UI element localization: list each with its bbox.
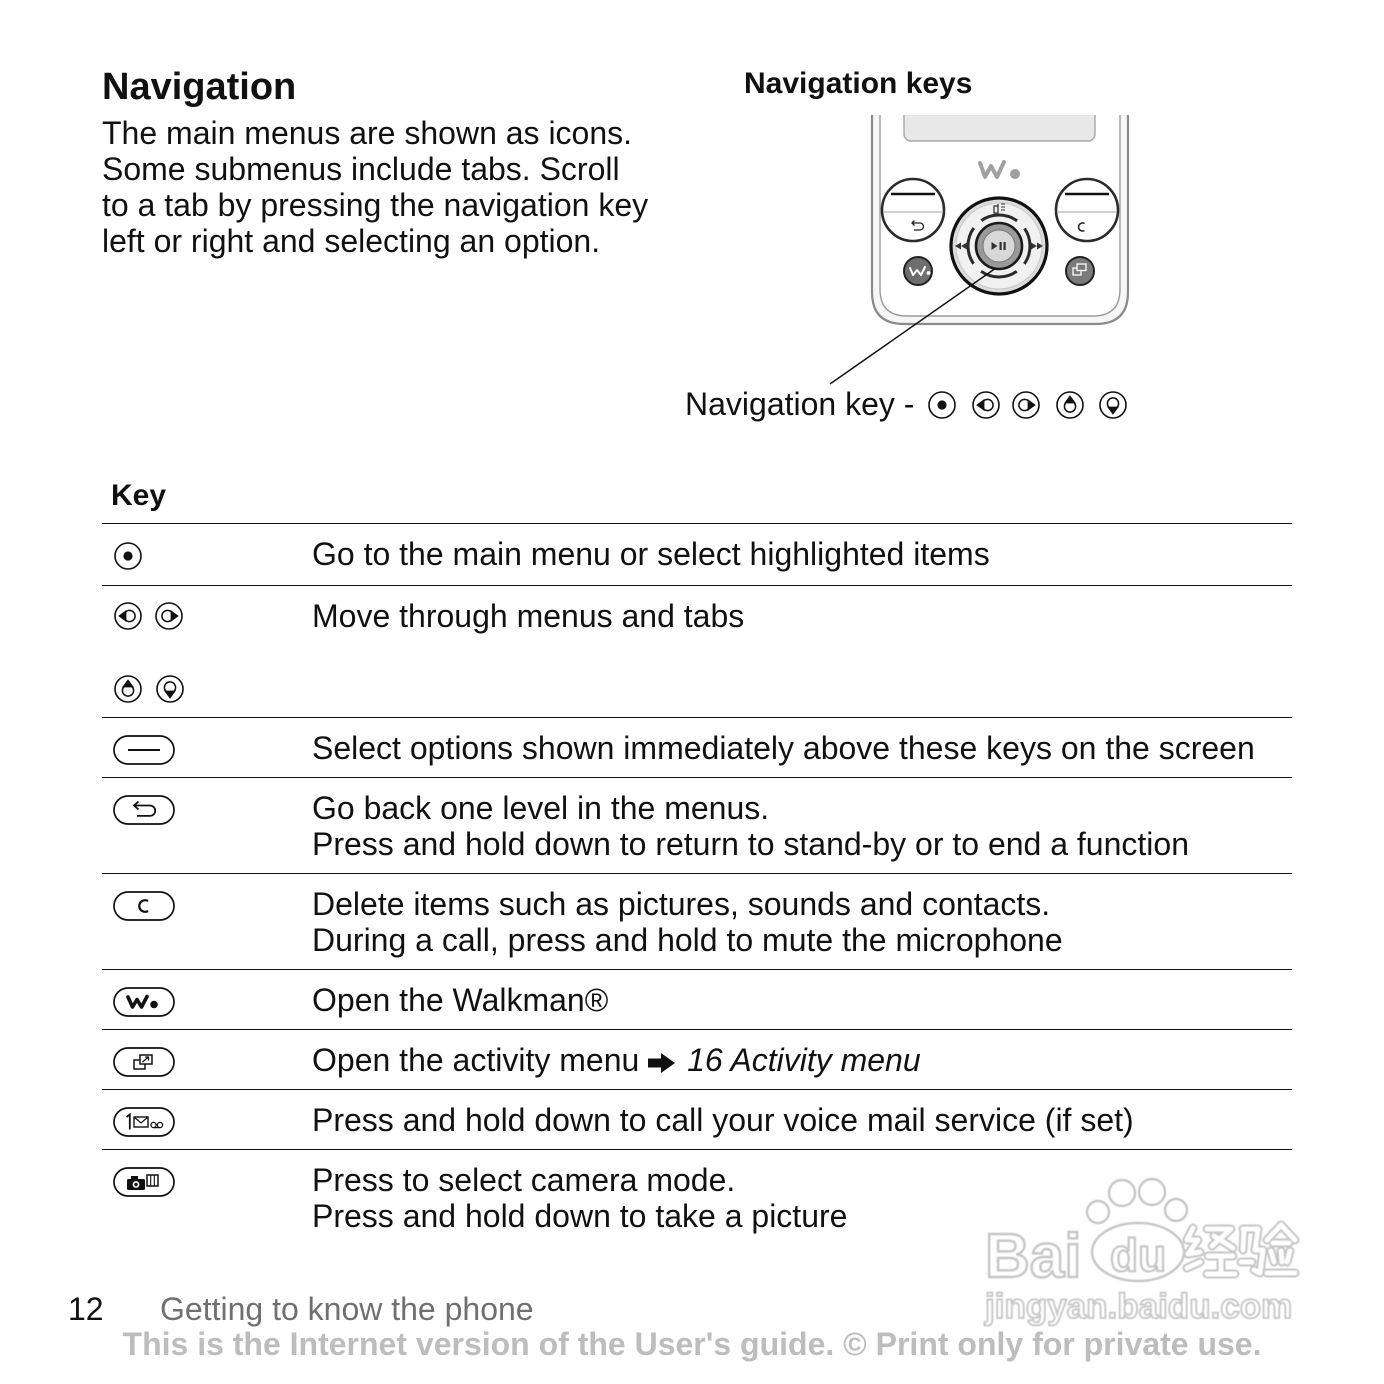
key-row-selection-keys xyxy=(102,717,1292,777)
left-selection-back-key xyxy=(882,179,944,241)
key-description xyxy=(312,1042,921,1078)
key-description-line: Press to select camera mode. xyxy=(312,1162,736,1198)
key-table-heading: Key xyxy=(111,479,167,512)
key-description xyxy=(312,536,990,572)
key-row-directions xyxy=(102,585,1292,717)
key-row-walkman xyxy=(102,969,1292,1029)
right-selection-clear-key xyxy=(1056,179,1118,241)
navigation-key-callout-label: Navigation key - xyxy=(685,386,915,422)
key-description-text: Open the activity menu xyxy=(312,1042,640,1078)
activity-menu-key-icon xyxy=(113,1047,175,1077)
key-description xyxy=(312,886,1063,958)
key-row-back xyxy=(102,777,1292,873)
cross-reference-link[interactable]: 16 Activity menu xyxy=(687,1042,921,1078)
walkman-key-icon xyxy=(113,987,175,1017)
key-table xyxy=(102,523,1292,1245)
key-row-voicemail xyxy=(102,1089,1292,1149)
intro-line: Some submenus include tabs. Scroll xyxy=(102,151,620,187)
usage-notice: This is the Internet version of the User's guide. © Print only for private use. xyxy=(122,1326,1262,1362)
watermark-url: jingyan.baidu.com xyxy=(985,1287,1293,1326)
left-key-icon xyxy=(971,390,1001,420)
select-key-icon xyxy=(927,390,957,420)
page-number: 12 xyxy=(68,1291,104,1327)
intro-line: left or right and selecting an option. xyxy=(102,223,601,259)
right-key-icon xyxy=(154,601,184,631)
key-description-line: Press and hold down to return to stand-by or to end a function xyxy=(312,826,1189,862)
intro-line: The main menus are shown as icons. xyxy=(102,115,633,151)
intro-line: to a tab by pressing the navigation key xyxy=(102,187,649,223)
key-description-line: Press and hold down to call your voice mail service (if set) xyxy=(312,1102,1134,1138)
activity-menu-button xyxy=(1066,257,1094,285)
key-description-line: Delete items such as pictures, sounds and contacts. xyxy=(312,886,1051,922)
watermark-brand-right: du xyxy=(1110,1229,1167,1281)
key-description-line xyxy=(312,1042,921,1078)
watermark-brand-cn xyxy=(1187,1225,1295,1274)
baidu-watermark xyxy=(975,1168,1305,1330)
key-description-line: Go back one level in the menus. xyxy=(312,790,770,826)
key-description-line: During a call, press and hold to mute the microphone xyxy=(312,922,1063,958)
arrow-right-icon xyxy=(648,1052,676,1074)
chapter-title: Getting to know the phone xyxy=(160,1291,534,1327)
up-key-icon xyxy=(1055,390,1085,420)
key-description xyxy=(312,982,608,1018)
right-key-icon xyxy=(1011,390,1041,420)
select-key-icon xyxy=(113,541,143,571)
back-key-icon xyxy=(113,795,175,825)
key-description-line: Open the Walkman® xyxy=(312,982,609,1018)
key-row-clear xyxy=(102,873,1292,969)
selection-key-icon xyxy=(113,735,175,765)
watermark-brand-left: Bai xyxy=(985,1222,1082,1291)
down-key-icon xyxy=(1098,390,1128,420)
key-description xyxy=(312,790,1189,862)
key-description-line: Go to the main menu or select highlighted items xyxy=(312,536,990,572)
key-row-activity-menu xyxy=(102,1029,1292,1089)
camera-key-icon xyxy=(113,1167,175,1197)
key-description xyxy=(312,598,744,634)
key-row-select xyxy=(102,523,1292,585)
voicemail-key-icon xyxy=(113,1107,175,1137)
key-description xyxy=(312,1102,1134,1138)
left-key-icon xyxy=(113,601,143,631)
key-description-line: Press and hold down to take a picture xyxy=(312,1198,848,1234)
callout-leader-line xyxy=(825,262,1005,390)
key-description xyxy=(312,1162,847,1234)
intro-paragraph xyxy=(102,115,648,259)
section-title: Navigation xyxy=(102,66,297,108)
phone-screen xyxy=(904,115,1095,141)
figure-title: Navigation keys xyxy=(744,67,973,100)
key-description xyxy=(312,730,1255,766)
clear-key-icon xyxy=(113,891,175,921)
key-description-line: Select options shown immediately above these keys on the screen xyxy=(312,730,1255,766)
up-key-icon xyxy=(113,674,143,704)
down-key-icon xyxy=(155,674,185,704)
key-description-line: Move through menus and tabs xyxy=(312,598,745,634)
